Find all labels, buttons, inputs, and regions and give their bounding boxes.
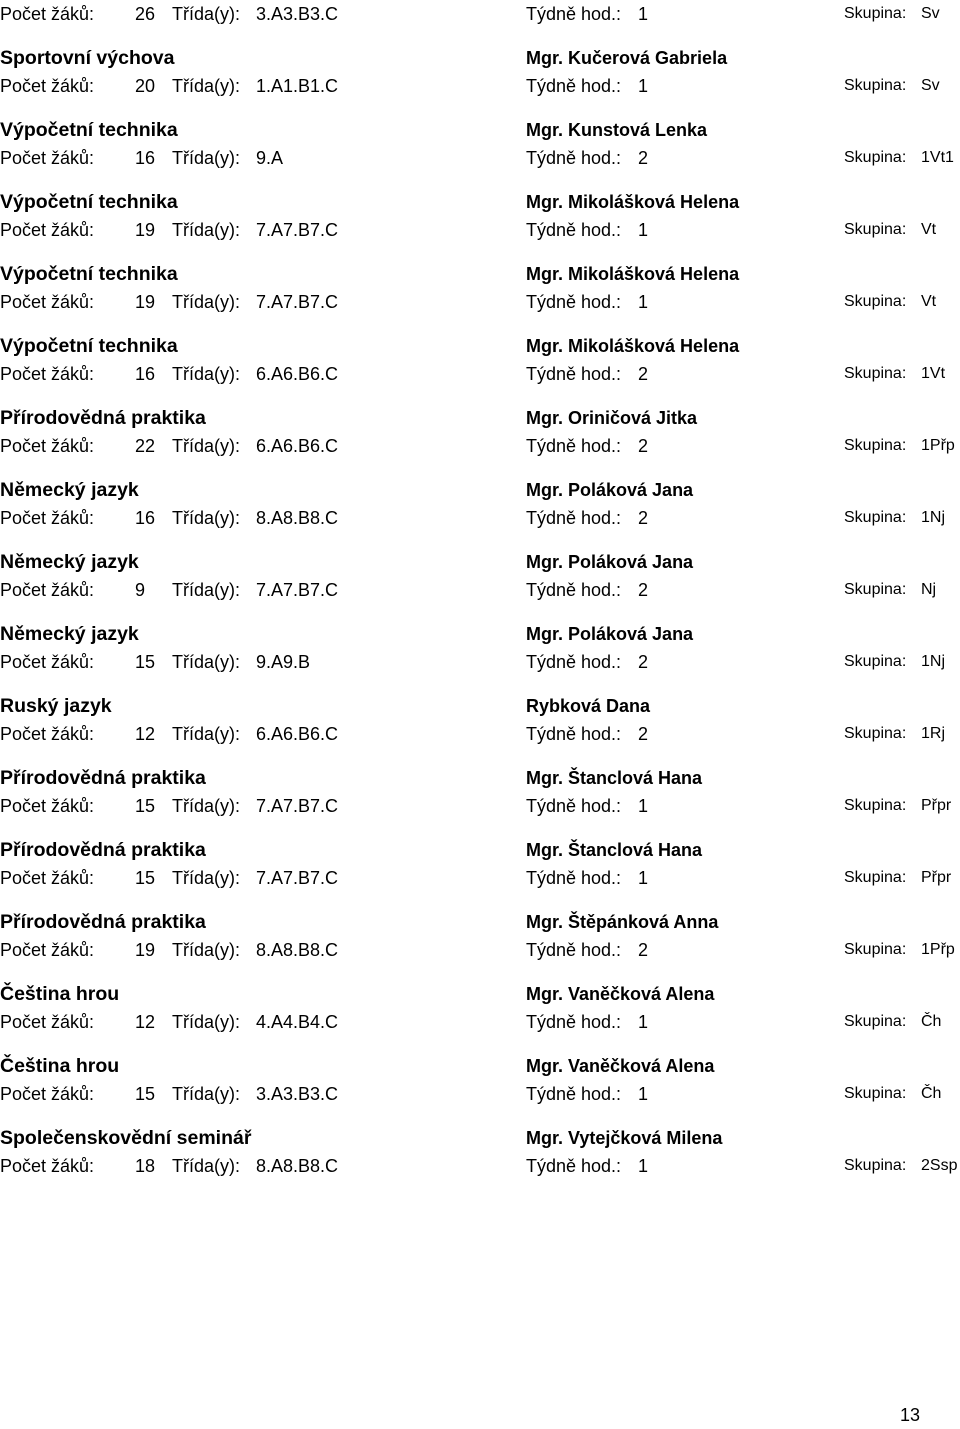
count-label: Počet žáků: <box>0 508 95 528</box>
classes-value: 6.A6.B6.C <box>256 724 339 744</box>
classes-value: 7.A7.B7.C <box>256 220 339 240</box>
course-details-row <box>0 792 960 820</box>
classes-value: 8.A8.B8.C <box>256 1156 339 1176</box>
classes-label: Třída(y): <box>172 364 241 384</box>
group-value: 1Rj <box>921 725 946 742</box>
classes-label: Třída(y): <box>172 652 241 672</box>
group-value: 1Vt <box>921 365 946 382</box>
course-entry <box>0 172 960 244</box>
classes-label: Třída(y): <box>172 4 241 24</box>
classes-value: 6.A6.B6.C <box>256 436 339 456</box>
count-label: Počet žáků: <box>0 868 95 888</box>
hours-label: Týdně hod.: <box>526 1012 622 1032</box>
classes-value: 7.A7.B7.C <box>256 292 339 312</box>
group-label: Skupina: <box>844 725 907 742</box>
count-label: Počet žáků: <box>0 148 95 168</box>
teacher-name: Mgr. Vytejčková Milena <box>526 1128 723 1148</box>
hours-label: Týdně hod.: <box>526 580 622 600</box>
classes-value: 8.A8.B8.C <box>256 940 339 960</box>
group-label: Skupina: <box>844 149 907 166</box>
classes-value: 9.A9.B <box>256 652 311 672</box>
classes-label: Třída(y): <box>172 1156 241 1176</box>
teacher-name: Mgr. Vaněčková Alena <box>526 984 715 1004</box>
course-header-row <box>0 620 960 648</box>
course-entry <box>0 820 960 892</box>
hours-label: Týdně hod.: <box>526 796 622 816</box>
group-value: 2Ssp <box>921 1157 958 1174</box>
teacher-name: Mgr. Štanclová Hana <box>526 840 703 860</box>
entry-gap <box>0 28 960 44</box>
group-label: Skupina: <box>844 221 907 238</box>
hours-label: Týdně hod.: <box>526 1156 622 1176</box>
group-value: Sv <box>921 5 940 22</box>
hours-label: Týdně hod.: <box>526 364 622 384</box>
course-list <box>0 28 960 1180</box>
subject-name: Výpočetní technika <box>0 335 178 357</box>
classes-value: 8.A8.B8.C <box>256 508 339 528</box>
subject-name: Přírodovědná praktika <box>0 911 206 933</box>
course-entry <box>0 532 960 604</box>
entry-gap <box>0 244 960 260</box>
teacher-name: Mgr. Štanclová Hana <box>526 768 703 788</box>
classes-label: Třída(y): <box>172 292 241 312</box>
course-details-row <box>0 720 960 748</box>
classes-value: 7.A7.B7.C <box>256 580 339 600</box>
entry-gap <box>0 1036 960 1052</box>
entry-gap <box>0 172 960 188</box>
classes-label: Třída(y): <box>172 220 241 240</box>
subject-name: Přírodovědná praktika <box>0 407 206 429</box>
hours-value: 2 <box>638 652 649 672</box>
course-entry <box>0 1036 960 1108</box>
course-details-row <box>0 216 960 244</box>
group-value: 1Nj <box>921 653 946 670</box>
count-value: 18 <box>135 1156 156 1176</box>
course-header-row <box>0 260 960 288</box>
teacher-name: Mgr. Mikolášková Helena <box>526 264 740 284</box>
count-label: Počet žáků: <box>0 796 95 816</box>
group-label: Skupina: <box>844 941 907 958</box>
group-label: Skupina: <box>844 653 907 670</box>
group-value: Nj <box>921 581 937 598</box>
course-header-row <box>0 476 960 504</box>
course-header-row <box>0 116 960 144</box>
subject-name: Německý jazyk <box>0 479 139 501</box>
group-label: Skupina: <box>844 5 907 22</box>
course-header-row <box>0 908 960 936</box>
count-value: 19 <box>135 292 156 312</box>
teacher-name: Mgr. Oriničová Jitka <box>526 408 698 428</box>
count-value: 16 <box>135 148 156 168</box>
course-entry <box>0 964 960 1036</box>
course-header-row <box>0 44 960 72</box>
hours-value: 2 <box>638 724 649 744</box>
classes-label: Třída(y): <box>172 436 241 456</box>
entry-gap <box>0 532 960 548</box>
group-label: Skupina: <box>844 437 907 454</box>
course-details-row <box>0 1152 960 1180</box>
group-label: Skupina: <box>844 869 907 886</box>
count-label: Počet žáků: <box>0 436 95 456</box>
course-header-row <box>0 692 960 720</box>
teacher-name: Mgr. Kunstová Lenka <box>526 120 708 140</box>
teacher-name: Mgr. Vaněčková Alena <box>526 1056 715 1076</box>
course-details-row <box>0 360 960 388</box>
course-header-row <box>0 1052 960 1080</box>
hours-label: Týdně hod.: <box>526 1084 622 1104</box>
group-label: Skupina: <box>844 1013 907 1030</box>
group-value: Vt <box>921 293 937 310</box>
group-label: Skupina: <box>844 509 907 526</box>
classes-label: Třída(y): <box>172 508 241 528</box>
entry-gap <box>0 676 960 692</box>
hours-label: Týdně hod.: <box>526 940 622 960</box>
course-details-row <box>0 936 960 964</box>
group-value: Vt <box>921 221 937 238</box>
group-value: Přpr <box>921 869 952 886</box>
teacher-name: Mgr. Poláková Jana <box>526 552 694 572</box>
hours-value: 2 <box>638 508 649 528</box>
hours-label: Týdně hod.: <box>526 76 622 96</box>
teacher-name: Mgr. Mikolášková Helena <box>526 192 740 212</box>
teacher-name: Mgr. Poláková Jana <box>526 624 694 644</box>
classes-value: 6.A6.B6.C <box>256 364 339 384</box>
hours-value: 1 <box>638 292 649 312</box>
course-details-row <box>0 432 960 460</box>
entry-gap <box>0 820 960 836</box>
hours-value: 2 <box>638 436 649 456</box>
group-label: Skupina: <box>844 293 907 310</box>
hours-label: Týdně hod.: <box>526 148 622 168</box>
course-entry <box>0 460 960 532</box>
count-value: 19 <box>135 220 156 240</box>
classes-value: 9.A <box>256 148 284 168</box>
hours-label: Týdně hod.: <box>526 724 622 744</box>
subject-name: Přírodovědná praktika <box>0 839 206 861</box>
hours-value: 1 <box>638 1084 649 1104</box>
course-header-row <box>0 764 960 792</box>
classes-label: Třída(y): <box>172 796 241 816</box>
course-entry <box>0 244 960 316</box>
group-value: Přpr <box>921 797 952 814</box>
group-value: Sv <box>921 77 940 94</box>
hours-value: 2 <box>638 580 649 600</box>
count-value: 12 <box>135 1012 156 1032</box>
course-entry <box>0 388 960 460</box>
hours-label: Týdně hod.: <box>526 652 622 672</box>
subject-name: Přírodovědná praktika <box>0 767 206 789</box>
course-header-row <box>0 332 960 360</box>
count-label: Počet žáků: <box>0 364 95 384</box>
classes-label: Třída(y): <box>172 76 241 96</box>
count-label: Počet žáků: <box>0 724 95 744</box>
count-value: 15 <box>135 868 156 888</box>
count-label: Počet žáků: <box>0 1012 95 1032</box>
course-entry <box>0 316 960 388</box>
classes-label: Třída(y): <box>172 580 241 600</box>
hours-value: 2 <box>638 148 649 168</box>
course-header-row <box>0 980 960 1008</box>
hours-value: 1 <box>638 4 649 24</box>
course-entry <box>0 100 960 172</box>
entry-gap <box>0 964 960 980</box>
course-details-row <box>0 1080 960 1108</box>
course-details-row <box>0 72 960 100</box>
course-details-row <box>0 1008 960 1036</box>
course-header-row <box>0 836 960 864</box>
count-label: Počet žáků: <box>0 1156 95 1176</box>
count-label: Počet žáků: <box>0 4 95 24</box>
entry-gap <box>0 316 960 332</box>
classes-value: 3.A3.B3.C <box>256 4 339 24</box>
count-label: Počet žáků: <box>0 652 95 672</box>
subject-name: Ruský jazyk <box>0 695 112 717</box>
count-value: 15 <box>135 1084 156 1104</box>
subject-name: Výpočetní technika <box>0 263 178 285</box>
subject-name: Čeština hrou <box>0 1055 120 1077</box>
hours-value: 1 <box>638 1156 649 1176</box>
group-value: 1Přp <box>921 437 955 454</box>
subject-name: Výpočetní technika <box>0 119 178 141</box>
group-label: Skupina: <box>844 1085 907 1102</box>
count-value: 12 <box>135 724 156 744</box>
course-details-row <box>0 648 960 676</box>
course-details-row <box>0 864 960 892</box>
entry-gap <box>0 1108 960 1124</box>
classes-label: Třída(y): <box>172 868 241 888</box>
entry-gap <box>0 892 960 908</box>
hours-value: 1 <box>638 868 649 888</box>
count-value: 9 <box>135 580 146 600</box>
hours-value: 2 <box>638 940 649 960</box>
classes-value: 3.A3.B3.C <box>256 1084 339 1104</box>
group-label: Skupina: <box>844 1157 907 1174</box>
classes-label: Třída(y): <box>172 1012 241 1032</box>
course-entry <box>0 604 960 676</box>
count-value: 19 <box>135 940 156 960</box>
course-entry <box>0 28 960 100</box>
group-value: 1Nj <box>921 509 946 526</box>
group-label: Skupina: <box>844 581 907 598</box>
entry-gap <box>0 100 960 116</box>
classes-label: Třída(y): <box>172 148 241 168</box>
count-label: Počet žáků: <box>0 580 95 600</box>
course-details-row <box>0 504 960 532</box>
subject-name: Společenskovědní seminář <box>0 1127 252 1149</box>
count-value: 22 <box>135 436 156 456</box>
course-entry <box>0 892 960 964</box>
entry-gap <box>0 604 960 620</box>
course-details-row <box>0 288 960 316</box>
subject-name: Čeština hrou <box>0 983 120 1005</box>
count-value: 16 <box>135 508 156 528</box>
group-label: Skupina: <box>844 365 907 382</box>
course-details-row <box>0 144 960 172</box>
page-number: 13 <box>900 1405 921 1425</box>
count-label: Počet žáků: <box>0 76 95 96</box>
classes-value: 7.A7.B7.C <box>256 868 339 888</box>
hours-label: Týdně hod.: <box>526 436 622 456</box>
count-value: 16 <box>135 364 156 384</box>
count-label: Počet žáků: <box>0 220 95 240</box>
entry-gap <box>0 388 960 404</box>
hours-value: 1 <box>638 220 649 240</box>
count-value: 15 <box>135 652 156 672</box>
group-value: Čh <box>921 1085 942 1102</box>
hours-value: 1 <box>638 1012 649 1032</box>
count-value: 26 <box>135 4 156 24</box>
count-label: Počet žáků: <box>0 1084 95 1104</box>
classes-label: Třída(y): <box>172 724 241 744</box>
count-label: Počet žáků: <box>0 940 95 960</box>
subject-name: Německý jazyk <box>0 551 139 573</box>
subject-name: Sportovní výchova <box>0 47 175 69</box>
classes-label: Třída(y): <box>172 940 241 960</box>
group-value: Čh <box>921 1013 942 1030</box>
hours-value: 1 <box>638 76 649 96</box>
classes-value: 1.A1.B1.C <box>256 76 339 96</box>
teacher-name: Mgr. Štěpánková Anna <box>526 912 719 932</box>
course-header-row <box>0 404 960 432</box>
hours-label: Týdně hod.: <box>526 220 622 240</box>
count-value: 20 <box>135 76 156 96</box>
top-details-row <box>0 0 960 28</box>
group-label: Skupina: <box>844 797 907 814</box>
subject-name: Německý jazyk <box>0 623 139 645</box>
course-header-row <box>0 1124 960 1152</box>
hours-label: Týdně hod.: <box>526 292 622 312</box>
group-value: 1Přp <box>921 941 955 958</box>
subject-name: Výpočetní technika <box>0 191 178 213</box>
hours-label: Týdně hod.: <box>526 868 622 888</box>
entry-gap <box>0 460 960 476</box>
count-label: Počet žáků: <box>0 292 95 312</box>
classes-value: 7.A7.B7.C <box>256 796 339 816</box>
teacher-name: Mgr. Poláková Jana <box>526 480 694 500</box>
course-entry <box>0 676 960 748</box>
course-header-row <box>0 548 960 576</box>
teacher-name: Mgr. Mikolášková Helena <box>526 336 740 356</box>
teacher-name: Rybková Dana <box>526 696 651 716</box>
course-details-row <box>0 576 960 604</box>
course-entry <box>0 1108 960 1180</box>
hours-value: 1 <box>638 796 649 816</box>
classes-value: 4.A4.B4.C <box>256 1012 339 1032</box>
course-header-row <box>0 188 960 216</box>
course-entry <box>0 748 960 820</box>
hours-value: 2 <box>638 364 649 384</box>
group-value: 1Vt1 <box>921 149 954 166</box>
teacher-name: Mgr. Kučerová Gabriela <box>526 48 728 68</box>
entry-gap <box>0 748 960 764</box>
group-label: Skupina: <box>844 77 907 94</box>
hours-label: Týdně hod.: <box>526 4 622 24</box>
hours-label: Týdně hod.: <box>526 508 622 528</box>
count-value: 15 <box>135 796 156 816</box>
classes-label: Třída(y): <box>172 1084 241 1104</box>
